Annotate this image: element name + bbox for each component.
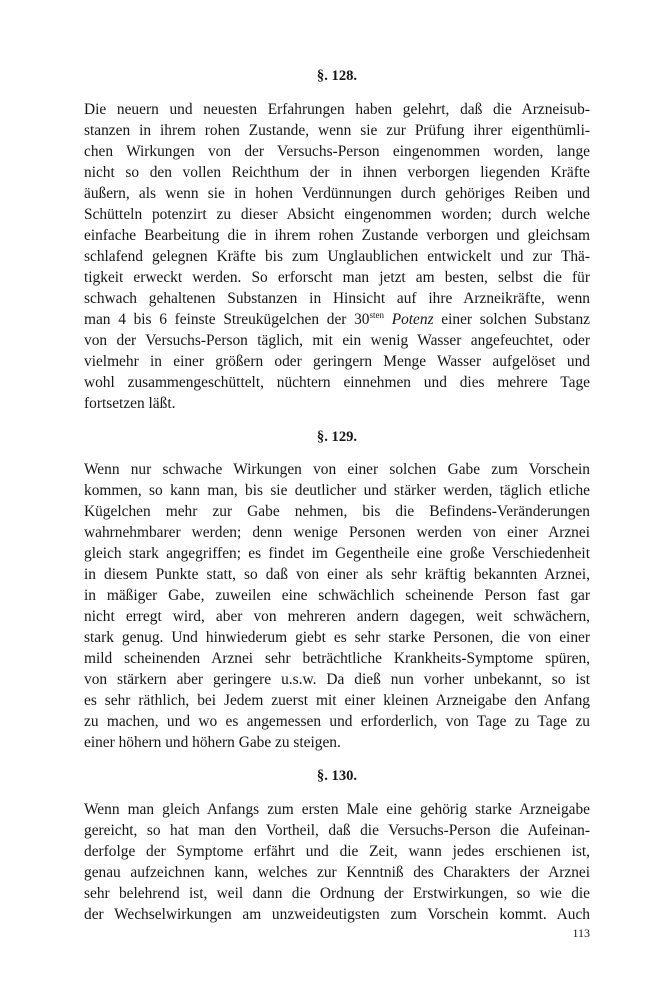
text-line: stanzen in ihrem rohen Zustande, wenn sie zur Prüfung ihrer eigenthümli-: [84, 122, 590, 139]
text-line: Wenn man gleich Anfangs zum ersten Male eine gehörig starke Arzneigabe: [84, 801, 590, 818]
text-line: genau aufzeichnen kann, welches zur Kenntniß des Charakters der Arznei: [84, 864, 590, 881]
superscript: sten: [369, 310, 384, 320]
text-line: sehr belehrend ist, weil dann die Ordnung der Erstwirkungen, so wie die: [84, 885, 590, 902]
text-line: Wenn nur schwache Wirkungen von einer solchen Gabe zum Vorschein: [84, 461, 590, 478]
text-line: einfache Bearbeitung die in ihrem rohen Zustande verborgen und gleichsam: [84, 227, 590, 244]
text-line: in diesem Punkte statt, so daß von einer als sehr kräftig bekannten Arznei,: [84, 566, 590, 583]
text-line: vielmehr in einer größern oder geringern Menge Wasser aufgelöset und: [84, 353, 590, 370]
text-line: stark genug. Und hinwiederum giebt es sehr starke Personen, die von einer: [84, 629, 590, 646]
text-line: tigkeit erweckt werden. So erforscht man jetzt am besten, selbst die für: [84, 269, 590, 286]
text-line: Die neuern und neuesten Erfahrungen haben gelehrt, daß die Arzneisub-: [84, 101, 590, 118]
text-line: zu machen, und wo es angemessen und erforderlich, von Tage zu Tage zu: [84, 713, 590, 730]
text-line: äußern, als wenn sie in hohen Verdünnungen durch gehöriges Reiben und: [84, 185, 590, 202]
text-line: einer höhern und höhern Gabe zu steigen.: [84, 734, 341, 751]
text-line: fortsetzen läßt.: [84, 395, 176, 412]
text-line: von der Versuchs-Person täglich, mit ein wenig Wasser angefeuchtet, oder: [84, 332, 590, 349]
italic-term: Potenz: [391, 311, 434, 328]
text-line-with-superscript: [84, 310, 590, 330]
text-line: gereicht, so hat man den Vortheil, daß die Versuchs-Person die Aufeinan-: [84, 822, 590, 839]
text-line: mild scheinenden Arznei sehr beträchtliche Krankheits-Symptome spüren,: [84, 650, 590, 667]
text-line: Schütteln potenzirt zu dieser Absicht eingenommen worden; durch welche: [84, 206, 590, 223]
text-line: schlafend gelegnen Kräfte bis zum Unglaublichen entwickelt und zur Thä-: [84, 248, 590, 265]
text-line: schwach gehaltenen Substanzen in Hinsicht auf ihre Arzneikräfte, wenn: [84, 290, 590, 307]
text-line: Kügelchen mehr zur Gabe nehmen, bis die Befindens-Veränderungen: [84, 503, 590, 520]
text-line: wahrnehmbarer werden; denn wenige Personen werden von einer Arznei: [84, 524, 590, 541]
text-line: chen Wirkungen von der Versuchs-Person eingenommen worden, lange: [84, 143, 590, 160]
section-heading-129: §. 129.: [316, 429, 358, 445]
text-line: in mäßiger Gabe, zuweilen eine schwächlich scheinende Person fast gar: [84, 587, 590, 604]
text-line: wohl zusammengeschüttelt, nüchtern einnehmen und dies mehrere Tage: [84, 374, 590, 391]
text-line: der Wechselwirkungen am unzweideutigsten zum Vorschein kommt. Auch: [84, 906, 590, 923]
text-line: es sehr räthlich, bei Jedem zuerst mit einer kleinen Arzneigabe den Anfang: [84, 692, 590, 709]
text-line: kommen, so kann man, bis sie deutlicher und stärker werden, täglich etliche: [84, 482, 590, 499]
text-line: nicht so den vollen Reichthum der in ihnen verborgen liegenden Kräfte: [84, 164, 590, 181]
text-line: nicht erregt wird, aber von mehreren andern dagegen, weit schwächern,: [84, 608, 590, 625]
section-heading-128: §. 128.: [316, 68, 358, 84]
text-line: von stärkern aber geringere u.s.w. Da dieß nun vorher unbekannt, so ist: [84, 671, 590, 688]
text-line: derfolge der Symptome erfährt und die Zeit, wann jedes erschienen ist,: [84, 843, 590, 860]
text-line: gleich stark angegriffen; es findet im Gegentheile eine große Verschiedenheit: [84, 545, 590, 562]
line-segment: man 4 bis 6 feinste Streukügelchen der 30: [84, 311, 370, 328]
page-number: 113: [572, 926, 590, 940]
line-segment: einer solchen Substanz: [433, 311, 590, 328]
section-heading-130: §. 130.: [316, 768, 358, 784]
